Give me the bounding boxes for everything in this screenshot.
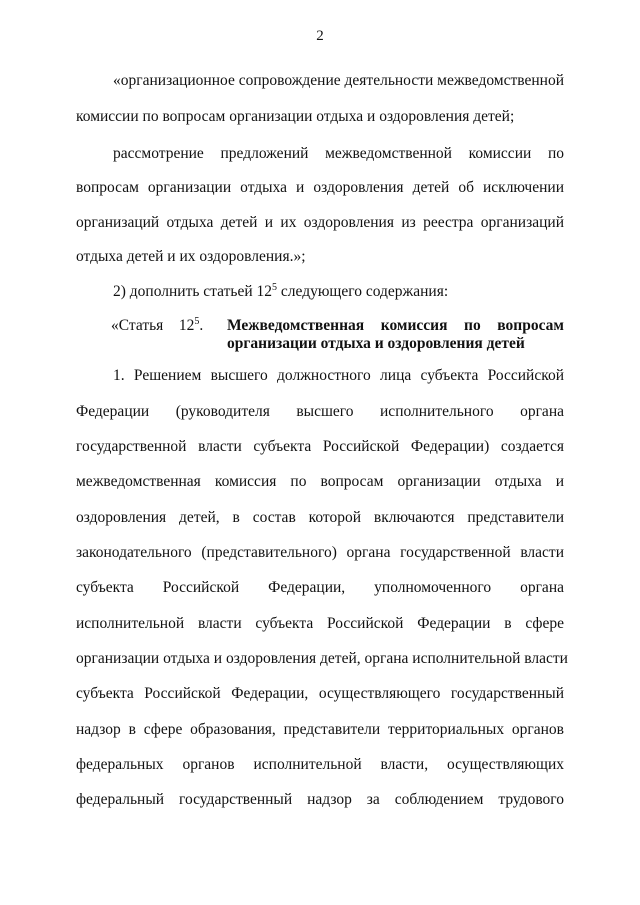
text-line: организации отдыха и оздоровления детей, органа исполнительной власти	[76, 650, 568, 667]
text-line: оздоровления детей, в состав которой включаются представители	[76, 509, 564, 526]
text-line: надзор в сфере образования, представители территориальных органов	[76, 721, 564, 738]
article-number: 12	[178, 317, 195, 334]
text-line	[113, 283, 564, 301]
text-line: вопросам организации отдыха и оздоровления детей об исключении	[76, 179, 564, 196]
text-line: рассмотрение предложений межведомственной комиссии по	[113, 145, 564, 162]
article-label: «Статья $12^5$.	[111, 315, 204, 334]
text-line: Федерации (руководителя высшего исполнительного органа	[76, 403, 564, 420]
text-line: субъекта Российской Федерации, осуществляющего государственный	[76, 685, 564, 702]
text-line: «организационное сопровождение деятельности межведомственной	[113, 72, 564, 89]
text-line: законодательного (представительного) органа государственной власти	[76, 544, 564, 561]
article-heading	[111, 317, 564, 353]
article-number-superscript: 5	[194, 315, 200, 327]
text-line: межведомственная комиссия по вопросам организации отдыха и	[76, 473, 564, 490]
text-line: федеральных органов исполнительной власти, осуществляющих	[76, 756, 564, 773]
text-line: отдыха детей и их оздоровления.»;	[76, 248, 306, 265]
text-line: государственной власти субъекта Российской Федерации) создается	[76, 438, 564, 455]
text-line: исполнительной власти субъекта Российской Федерации в сфере	[76, 615, 564, 632]
text-line: 1. Решением высшего должностного лица субъекта Российской	[113, 367, 564, 384]
text-line: федеральный государственный надзор за соблюдением трудового	[76, 791, 564, 808]
article-title-line: организации отдыха и оздоровления детей	[227, 335, 525, 352]
amendment-text-after: следующего содержания:	[277, 283, 449, 300]
text-line: субъекта Российской Федерации, уполномоченного органа	[76, 579, 564, 596]
text-line: организаций отдыха детей и их оздоровления из реестра организаций	[76, 214, 564, 231]
amendment-text: 2) дополнить статьей 12	[113, 283, 273, 300]
article-title-line: Межведомственная комиссия по вопросам	[227, 317, 564, 334]
text-line: комиссии по вопросам организации отдыха и оздоровления детей;	[76, 108, 515, 125]
amendment-superscript: 5	[272, 281, 278, 293]
page-number: 2	[316, 28, 324, 44]
